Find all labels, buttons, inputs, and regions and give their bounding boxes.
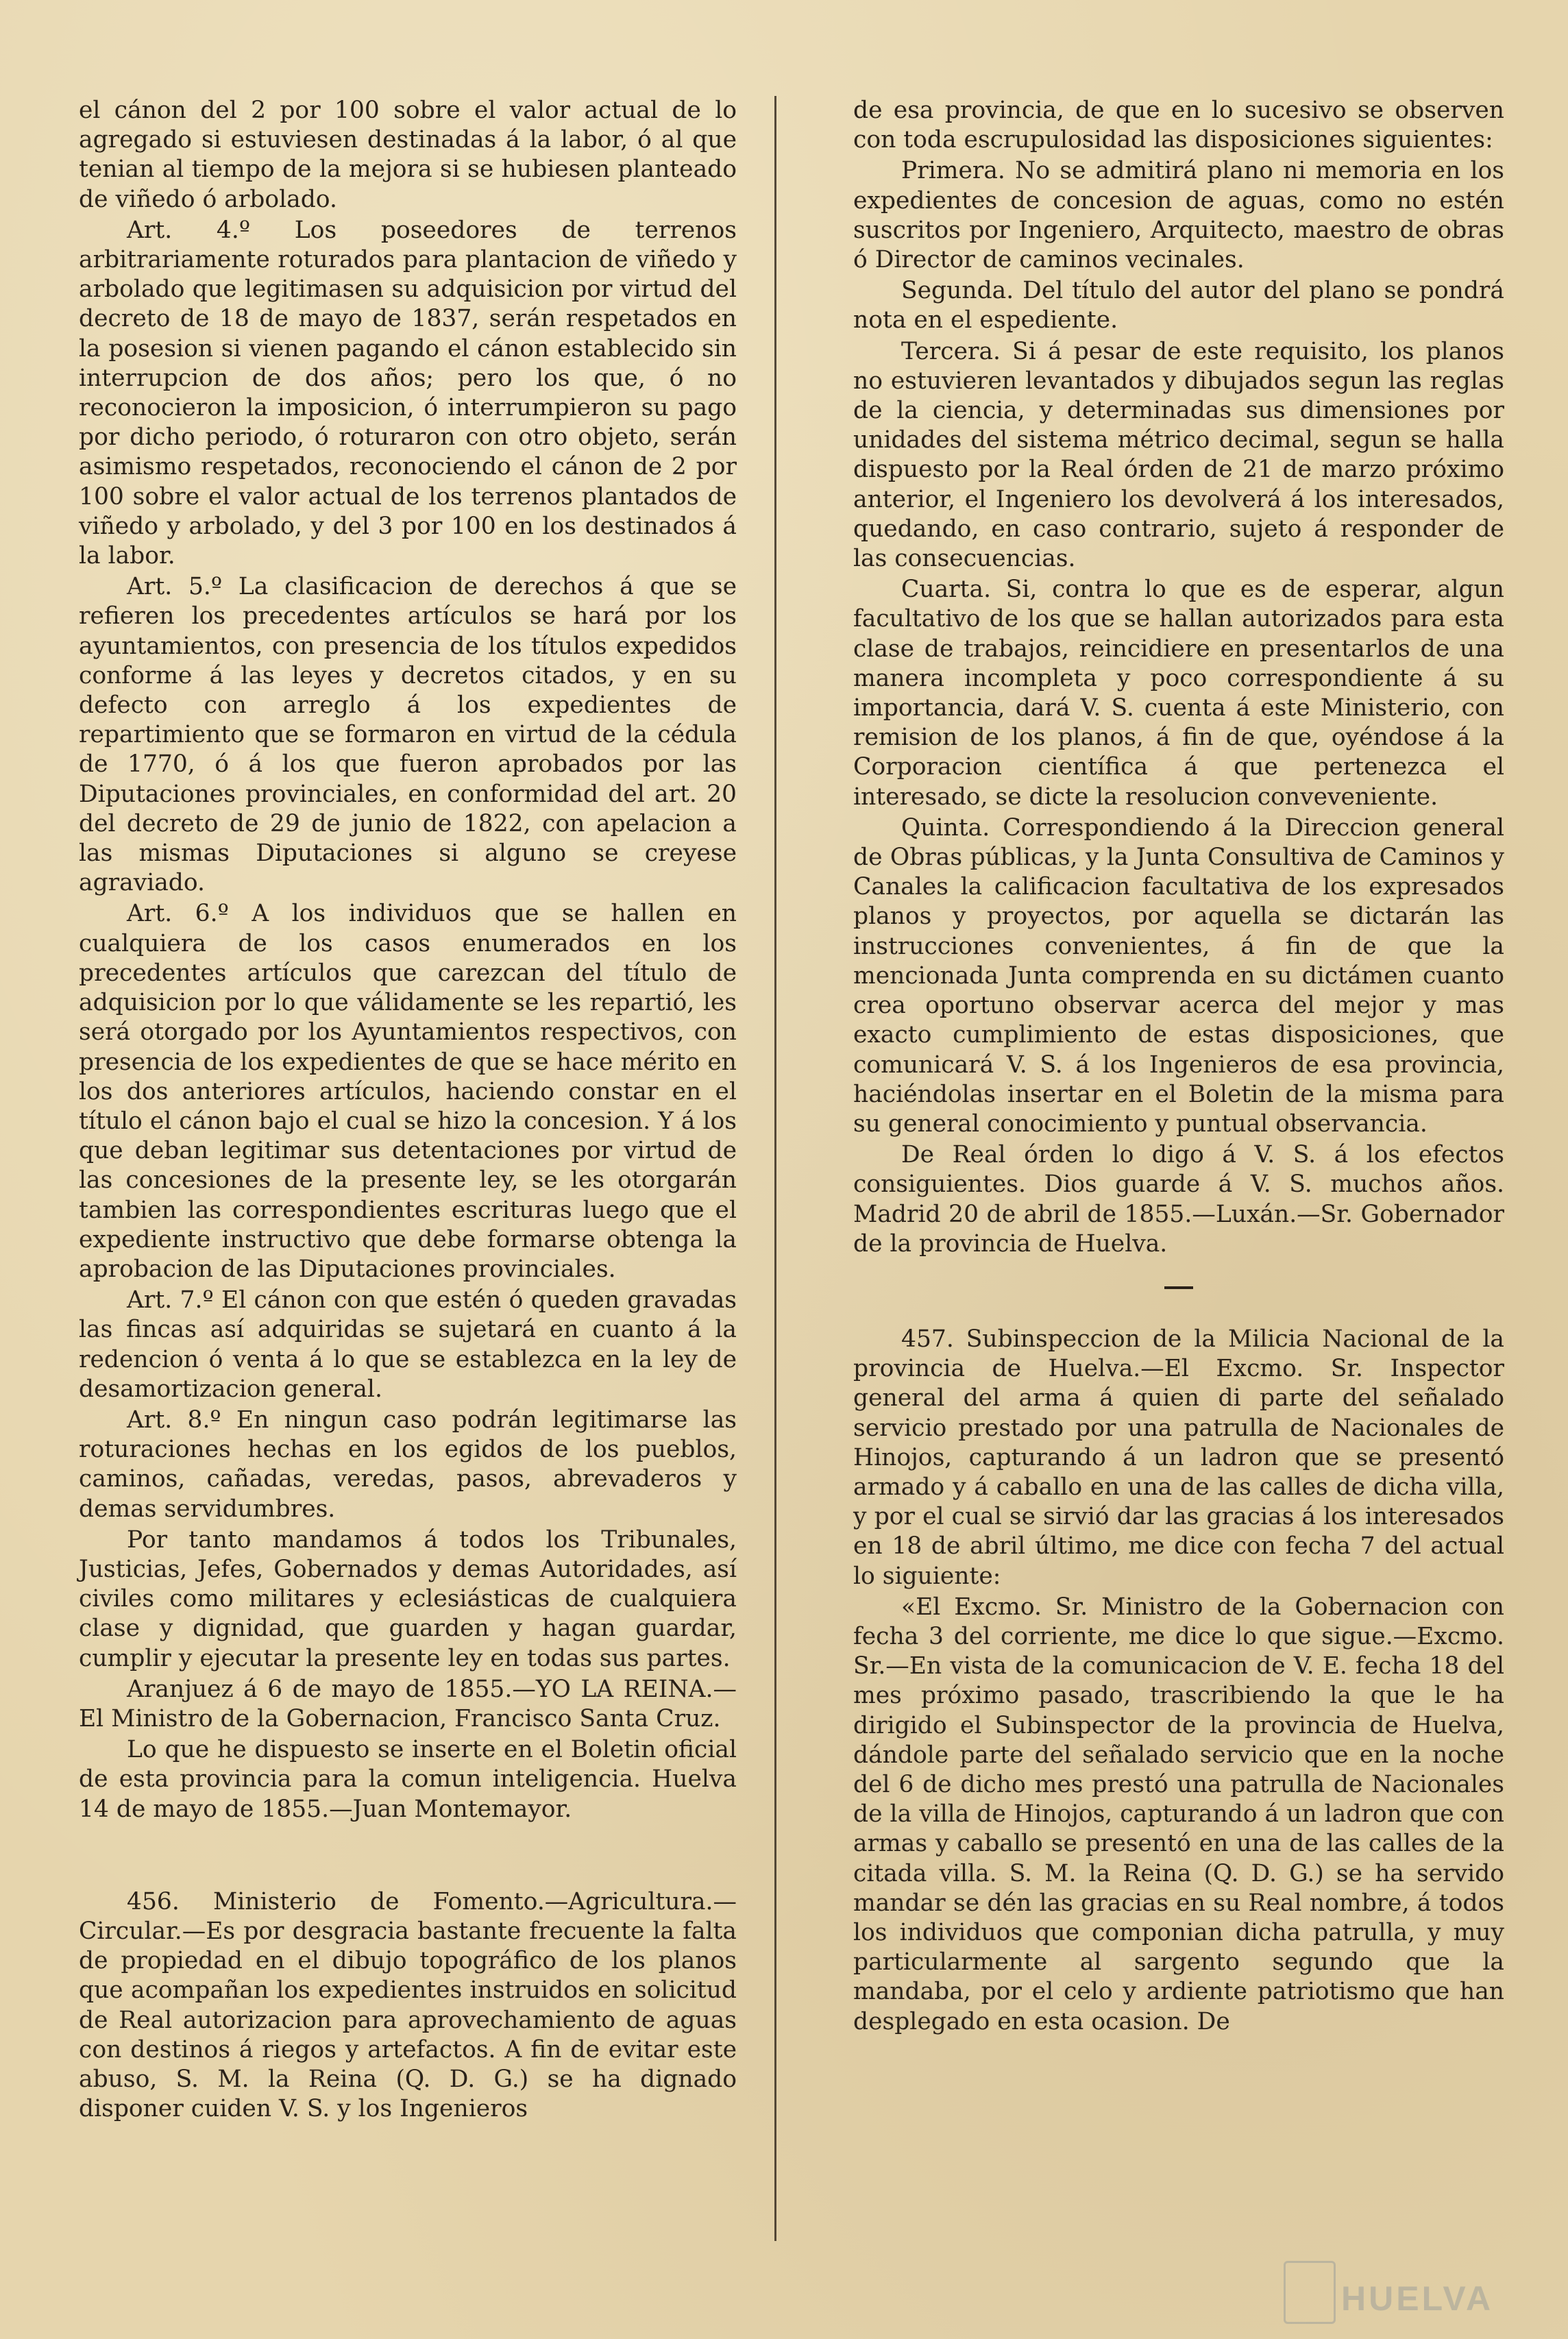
right-column	[853, 96, 1504, 2038]
paragraph-continuation-right: de esa provincia, de que en lo sucesivo se observen con toda escrupulosidad las disposiciones siguientes:	[853, 97, 1504, 154]
paragraph-por-tanto: Por tanto mandamos á todos los Tribunales, Justicias, Jefes, Gobernados y demas Autoridades, así civiles como militares y eclesiásticas de cualquiera clase y dignidad, que guarden y hagan guardar, cumplir y ejecutar la presente ley en todas sus partes.	[79, 1526, 737, 1672]
paragraph-continuation: el cánon del 2 por 100 sobre el valor actual de lo agregado si estuviesen destinadas á la labor, ó al que tenian al tiempo de la mejora si se hubiesen planteado de viñedo ó arbolado.	[79, 97, 737, 213]
paragraph-quinta: Quinta. Correspondiendo á la Direccion general de Obras públicas, y la Junta Consultiva de Caminos y Canales la calificacion facultativa de los expresados planos y proyectos, por aquella se dictarán las instrucciones convenientes, á fin de que la mencionada Junta comprenda en su dictámen cuanto crea oportuno observar acerca del mejor y mas exacto cumplimiento de estas disposiciones, que comunicará V. S. á los Ingenieros de esa provincia, haciéndolas insertar en el Boletin de la misma para su general conocimiento y puntual observancia.	[853, 813, 1504, 1138]
paragraph-real-orden: De Real órden lo digo á V. S. á los efectos consiguientes. Dios guarde á V. S. muchos años. Madrid 20 de abril de 1855.—Luxán.—Sr. Gobernador de la provincia de Huelva.	[853, 1141, 1504, 1258]
archive-watermark	[1284, 2261, 1510, 2320]
paragraph-art-6: Art. 6.º A los individuos que se hallen en cualquiera de los casos enumerados en los precedentes artículos que carezcan del título de adquisicion por lo que válidamente se les repartió, les será otorgado por los Ayuntamientos respectivos, con presencia de los expedientes de que se hace mérito en los dos anteriores artículos, haciendo constar en el título el cánon bajo el cual se hizo la concesion. Y á los que deban legitimar sus detentaciones por virtud de las concesiones de la presente ley, se les otorgarán tambien las correspondientes escrituras luego que el expediente instructivo que debe formarse obtenga la aprobacion de las Diputaciones provinciales.	[79, 900, 737, 1283]
paragraph-aranjuez-signature: Aranjuez á 6 de mayo de 1855.—YO LA REINA.—El Ministro de la Gobernacion, Francisco Santa Cruz.	[79, 1675, 737, 1732]
paragraph-art-8: Art. 8.º En ningun caso podrán legitimarse las roturaciones hechas en los egidos de los pueblos, caminos, cañadas, veredas, pasos, abrevaderos y demas servidumbres.	[79, 1406, 737, 1523]
coat-of-arms-icon	[1284, 2261, 1336, 2324]
paragraph-primera: Primera. No se admitirá plano ni memoria en los expedientes de concesion de aguas, como no estén suscritos por Ingeniero, Arquitecto, maestro de obras ó Director de caminos vecinales.	[853, 157, 1504, 274]
paragraph-457-subinspeccion: 457. Subinspeccion de la Milicia Nacional de la provincia de Huelva.—El Excmo. Sr. Inspector general del arma á quien di parte del señalado servicio prestado por una patrulla de Nacionales de Hinojos, capturando á un ladron que se presentó armado y á caballo en una de las calles de dicha villa, y por el cual se sirvió dar las gracias á los interesados en 18 de abril último, me dice con fecha 7 del actual lo siguiente:	[853, 1325, 1504, 1590]
section-separator	[1164, 1286, 1193, 1289]
paragraph-456-circular: 456. Ministerio de Fomento.—Agricultura.—Circular.—Es por desgracia bastante frecuente la falta de propiedad en el dibujo topográfico de los planos que acompañan los expedientes instruidos en solicitud de Real autorizacion para aprovechamiento de aguas con destinos á riegos y artefactos. A fin de evitar este abuso, S. M. la Reina (Q. D. G.) se ha dignado disponer cuiden V. S. y los Ingenieros	[79, 1887, 737, 2123]
left-column	[79, 96, 737, 2125]
paragraph-segunda: Segunda. Del título del autor del plano se pondrá nota en el espediente.	[853, 277, 1504, 334]
paragraph-art-7: Art. 7.º El cánon con que estén ó queden gravadas las fincas así adquiridas se sujetará en cuanto á la redencion ó venta á lo que se establezca en la ley de desamortizacion general.	[79, 1286, 737, 1403]
column-divider	[774, 96, 776, 2241]
paragraph-tercera: Tercera. Si á pesar de este requisito, los planos no estuvieren levantados y dibujados segun las reglas de la ciencia, y determinadas sus dimensiones por unidades del sistema métrico decimal, segun se halla dispuesto por la Real órden de 21 de marzo próximo anterior, el Ingeniero los devolverá á los interesados, quedando, en caso contrario, sujeto á responder de las consecuencias.	[853, 337, 1504, 573]
paragraph-lo-que-he-dispuesto: Lo que he dispuesto se inserte en el Boletin oficial de esta provincia para la comun inteligencia. Huelva 14 de mayo de 1855.—Juan Montemayor.	[79, 1736, 737, 1823]
paragraph-art-4: Art. 4.º Los poseedores de terrenos arbitrariamente roturados para plantacion de viñedo y arbolado que legitimasen su adquisicion por virtud del decreto de 18 de mayo de 1837, serán respetados en la posesion si vienen pagando el cánon establecido sin interrupcion de dos años; pero los que, ó no reconocieron la imposicion, ó interrumpieron su pago por dicho periodo, ó roturaron con otro objeto, serán asimismo respetados, reconociendo el cánon de 2 por 100 sobre el valor actual de los terrenos plantados de viñedo y arbolado, y del 3 por 100 en los destinados á la labor.	[79, 216, 737, 570]
paragraph-quoted-ministro: «El Excmo. Sr. Ministro de la Gobernacion con fecha 3 del corriente, me dice lo que sigue.—Excmo. Sr.—En vista de la comunicacion de V. E. fecha 18 del mes próximo pasado, trascribiendo la que le ha dirigido el Subinspector de la provincia de Huelva, dándole parte del señalado servicio que en la noche del 6 de dicho mes prestó una patrulla de Nacionales de la villa de Hinojos, capturando á un ladron que con armas y caballo se presentó en una de las calles de la citada villa. S. M. la Reina (Q. D. G.) se ha servido mandar se dén las gracias en su Real nombre, á todos los individuos que componian dicha patrulla, y muy particularmente al sargento segundo que la mandaba, por el celo y ardiente patriotismo que han desplegado en esta ocasion. De	[853, 1593, 1504, 2035]
paragraph-art-5: Art. 5.º La clasificacion de derechos á que se refieren los precedentes artículos se hará por los ayuntamientos, con presencia de los títulos expedidos conforme á las leyes y decretos citados, y en su defecto con arreglo á los expedientes de repartimiento que se formaron en virtud de la cédula de 1770, ó á los que fueron aprobados por las Diputaciones provinciales, en conformidad del art. 20 del decreto de 29 de junio de 1822, con apelacion a las mismas Diputaciones si alguno se creyese agraviado.	[79, 573, 737, 897]
paragraph-cuarta: Cuarta. Si, contra lo que es de esperar, algun facultativo de los que se hallan autorizados para esta clase de trabajos, reincidiere en presentarlos de una manera incompleta y poco correspondiente á su importancia, dará V. S. cuenta á este Ministerio, con remision de los planos, á fin de que, oyéndose á la Corporacion científica á que pertenezca el interesado, se dicte la resolucion conveveniente.	[853, 576, 1504, 811]
watermark-text: HUELVA	[1341, 2279, 1494, 2318]
